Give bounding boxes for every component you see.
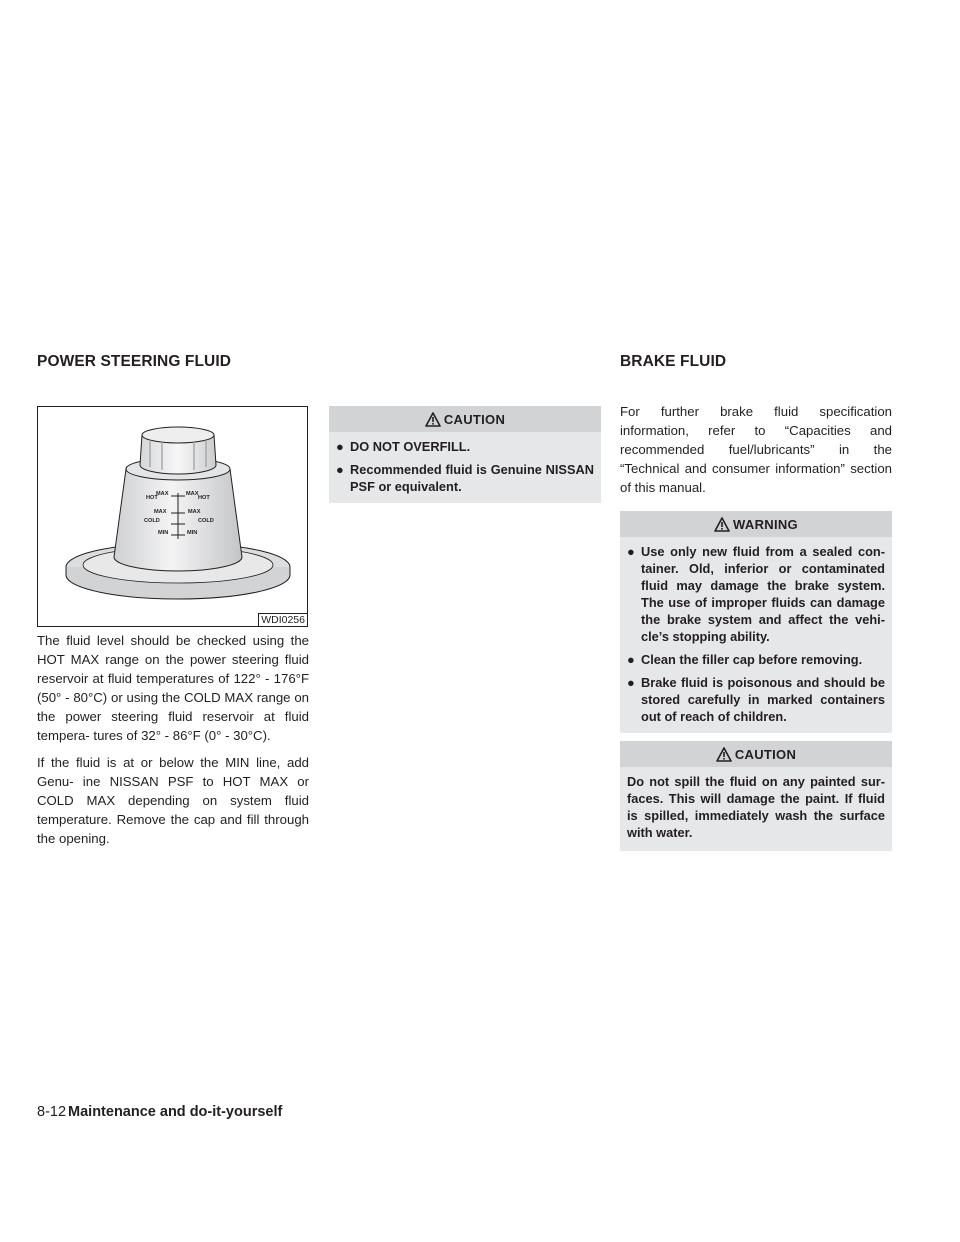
caution-item: ● DO NOT OVERFILL. — [336, 439, 471, 454]
warning-triangle-icon — [716, 747, 732, 762]
section-title-brake-fluid: BRAKE FLUID — [620, 353, 727, 370]
warning-triangle-icon — [425, 412, 441, 427]
label-cold-left: COLD — [144, 518, 160, 524]
bullet-icon: ● — [336, 439, 344, 454]
warning-header — [620, 511, 892, 537]
warning-title: WARNING — [733, 516, 798, 532]
caution-item: ● Recommended fluid is Genuine NISSAN PSF or equivalent. — [336, 462, 594, 494]
brake-fluid-paragraph: For further brake fluid specification information, refer to “Capacities and recommended fuel/lubricants” in the “Technical and consumer information” section of this manual. — [620, 404, 892, 495]
bullet-icon: ● — [336, 462, 344, 477]
power-steering-paragraph-1: The fluid level should be checked using the HOT MAX range on the power steering fluid reservoir at fluid temperatures of 122° - 176°F (50° - 80°C) or using the COLD MAX range on the power steering fluid reservoir at fluid tempera- tures of 32° - 86°F (0° - 30°C). — [37, 633, 309, 743]
label-cold-right: COLD — [198, 518, 214, 524]
reservoir-figure — [37, 406, 308, 627]
brake-fluid-column — [620, 402, 892, 851]
page-number: 8-12 — [37, 1104, 67, 1120]
bullet-icon: ● — [627, 652, 635, 667]
power-steering-paragraph-2: If the fluid is at or below the MIN line, add Genu- ine NISSAN PSF to HOT MAX or COLD MAX depending on system fluid temperature. Remove the cap and fill through the opening. — [37, 755, 309, 846]
label-max-right: MAX — [186, 491, 199, 497]
caution-body — [329, 432, 601, 503]
label-max-left: MAX — [156, 491, 169, 497]
caution-notice-paint — [620, 741, 892, 851]
warning-item: ● Brake fluid is poisonous and should be stored carefully in marked containers out of reach of children. — [627, 675, 885, 724]
bullet-icon: ● — [627, 675, 635, 690]
caution-title: CAUTION — [734, 746, 797, 762]
caution-title: CAUTION — [443, 411, 506, 427]
warning-notice — [620, 511, 892, 733]
warning-item: ● Use only new fluid from a sealed con- tainer. Old, inferior or contaminated fluid may damage the brake system. The use of improper fluids can damage the brake system and affect the vehi- cle’s stopping ability. — [627, 544, 885, 644]
label-max-left-2: MAX — [154, 509, 167, 515]
figure-code: WDI0256 — [258, 613, 307, 626]
caution-body — [620, 767, 892, 851]
warning-item: ● Clean the filler cap before removing. — [627, 652, 863, 667]
warning-triangle-icon — [714, 517, 730, 532]
label-hot-right: HOT — [198, 495, 210, 501]
caution-header — [620, 741, 892, 767]
section-title-power-steering: POWER STEERING FLUID — [37, 353, 232, 370]
caution-notice-overfill — [329, 406, 601, 503]
power-steering-text — [37, 631, 309, 848]
label-min-right: MIN — [187, 530, 198, 536]
warning-body — [620, 537, 892, 733]
page-footer — [37, 1103, 282, 1121]
caution-header — [329, 406, 601, 432]
caution-text: Do not spill the fluid on any painted sur- faces. This will damage the paint. If fluid is spilled, immediately wash the surface with water. — [627, 774, 885, 840]
label-max-right-2: MAX — [188, 509, 201, 515]
chapter-title: Maintenance and do-it-yourself — [68, 1104, 283, 1120]
label-hot-left: HOT — [146, 495, 158, 501]
label-min-left: MIN — [158, 530, 169, 536]
bullet-icon: ● — [627, 544, 635, 559]
reservoir-illustration — [38, 407, 307, 626]
